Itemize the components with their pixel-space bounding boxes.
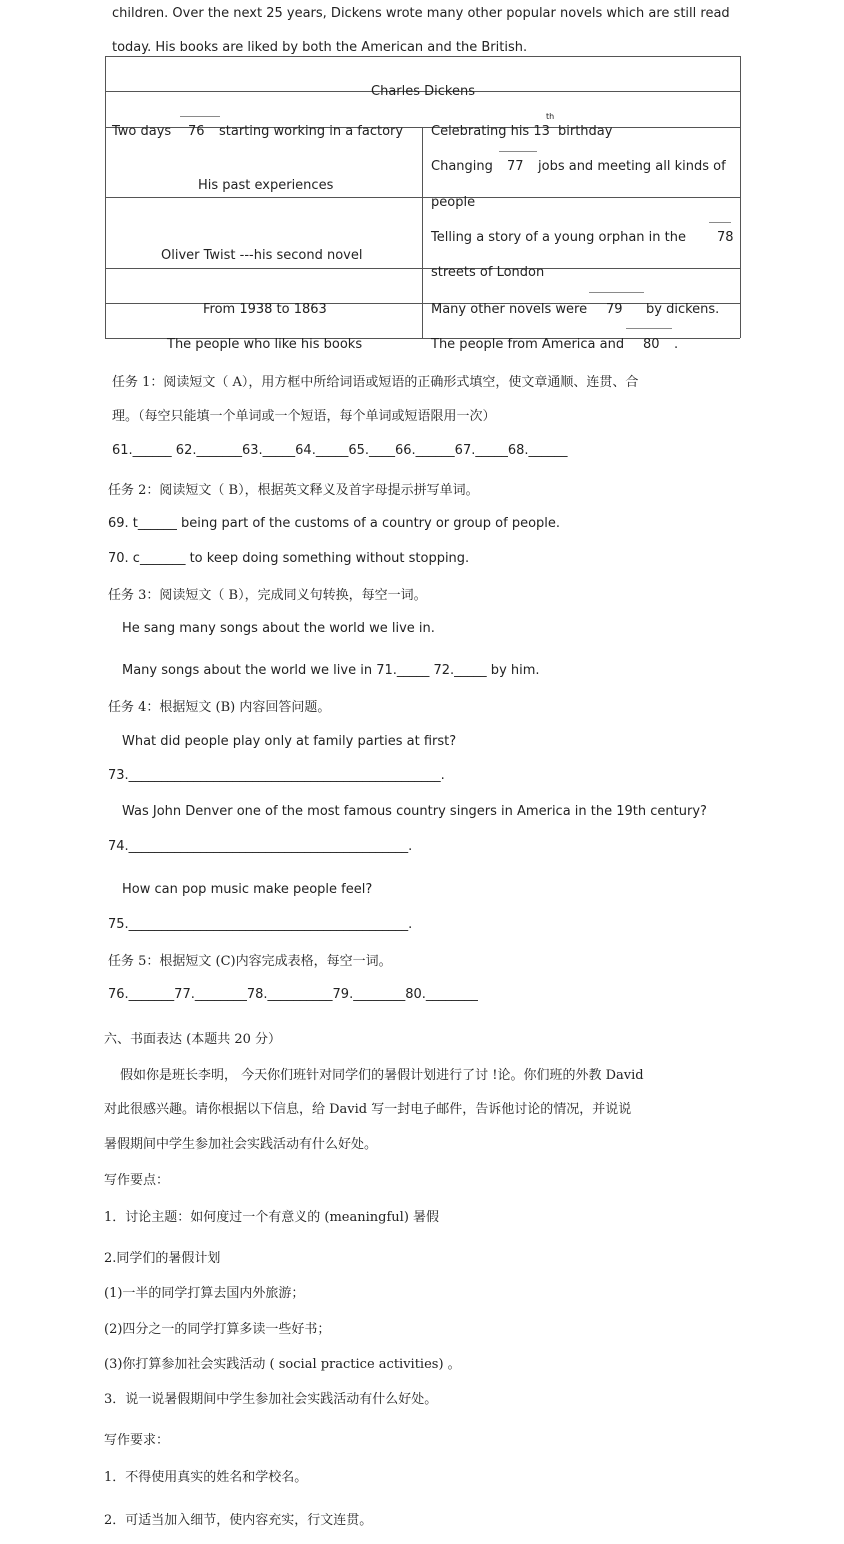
row1-right-a: Celebrating his 13 <box>431 124 550 139</box>
row5-left: The people who like his books <box>167 337 363 352</box>
task4-answer-73: 73.________________________________________________. <box>108 768 445 783</box>
task1-line-2: 理。（每空只能填一个单词或一个短语，每个单词或短语限用一次） <box>112 409 496 424</box>
intro-line-1: children. Over the next 25 years, Dickens wrote many other popular novels which are still read <box>112 6 730 21</box>
row3-right-b: streets of London <box>431 265 545 280</box>
table-title: Charles Dickens <box>371 84 475 99</box>
row1-right-sup: th <box>546 112 555 121</box>
row5-right-b: . <box>674 337 679 352</box>
task2-heading: 任务 2：阅读短文（ B），根据英文释义及首字母提示拼写单词。 <box>108 483 479 498</box>
task5-blanks: 76._______77.________78.__________79.________80.________ <box>108 987 478 1002</box>
writing-requirement-2: 2．可适当加入细节，使内容充实，行文连贯。 <box>104 1513 373 1528</box>
task3-heading: 任务 3：阅读短文（ B），完成同义句转换，每空一词。 <box>108 588 427 603</box>
writing-point-1: 1．讨论主题：如何度过一个有意义的 (meaningful) 暑假 <box>104 1210 440 1225</box>
task3-sentence-1: He sang many songs about the world we live in. <box>122 621 435 636</box>
task3-sentence-2: Many songs about the world we live in 71._____ 72._____ by him. <box>122 663 540 678</box>
writing-point-2a: (1)一半的同学打算去国内外旅游； <box>104 1286 305 1301</box>
blank-78: 78 <box>717 230 734 245</box>
task4-answer-74: 74.___________________________________________. <box>108 839 413 854</box>
row4-right-a: Many other novels were <box>431 302 588 317</box>
section6-paragraph-2: 对此很感兴趣。请你根据以下信息，给 David 写一封电子邮件，告诉他讨论的情况，并说说 <box>104 1102 632 1117</box>
section6-heading: 六、书面表达 (本题共 20 分） <box>104 1032 282 1047</box>
task4-question-1: What did people play only at family parties at first? <box>122 734 457 749</box>
row3-left: Oliver Twist ---his second novel <box>161 248 363 263</box>
section6-paragraph-1: 假如你是班长李明， 今天你们班针对同学们的暑假计划进行了讨 !论。你们班的外教 David <box>120 1068 644 1083</box>
task4-heading: 任务 4：根据短文 (B) 内容回答问题。 <box>108 700 331 715</box>
row2-right-a: Changing <box>431 159 493 174</box>
row1-right-b: birthday <box>558 124 613 139</box>
blank-79: 79 <box>606 302 623 317</box>
task5-heading: 任务 5：根据短文 (C)内容完成表格，每空一词。 <box>108 954 392 969</box>
row4-right-b: by dickens. <box>646 302 720 317</box>
writing-point-3: 3．说一说暑假期间中学生参加社会实践活动有什么好处。 <box>104 1392 438 1407</box>
row5-right-a: The people from America and <box>431 337 625 352</box>
row4-left: From 1938 to 1863 <box>203 302 327 317</box>
row2-right-c: people <box>431 195 476 210</box>
blank-76: 76 <box>188 124 205 139</box>
row1-left-b: starting working in a factory <box>219 124 404 139</box>
row2-left: His past experiences <box>198 178 334 193</box>
task2-q69: 69. t______ being part of the customs of a country or group of people. <box>108 516 561 531</box>
writing-requirement-1: 1．不得使用真实的姓名和学校名。 <box>104 1470 308 1485</box>
section6-paragraph-3: 暑假期间中学生参加社会实践活动有什么好处。 <box>104 1137 378 1152</box>
task1-line-1: 任务 1：阅读短文（ A），用方框中所给词语或短语的正确形式填空，使文章通顺、连贯、合 <box>112 375 639 390</box>
task4-question-2: Was John Denver one of the most famous country singers in America in the 19th century? <box>122 804 707 819</box>
row1-left-a: Two days <box>112 124 172 139</box>
task1-blanks: 61.______ 62._______63._____64._____65.____66.______67._____68.______ <box>112 443 568 458</box>
intro-line-2: today. His books are liked by both the American and the British. <box>112 40 528 55</box>
task4-answer-75: 75.___________________________________________. <box>108 917 413 932</box>
row3-right-a: Telling a story of a young orphan in the <box>431 230 686 245</box>
row2-right-b: jobs and meeting all kinds of <box>538 159 726 174</box>
task4-question-3: How can pop music make people feel? <box>122 882 373 897</box>
writing-point-2b: (2)四分之一的同学打算多读一些好书； <box>104 1322 331 1337</box>
writing-point-2: 2.同学们的暑假计划 <box>104 1251 221 1266</box>
writing-requirements-heading: 写作要求： <box>104 1433 170 1448</box>
task2-q70: 70. c_______ to keep doing something without stopping. <box>108 551 470 566</box>
blank-80: 80 <box>643 337 660 352</box>
writing-points-heading: 写作要点： <box>104 1173 170 1188</box>
writing-point-2c: (3)你打算参加社会实践活动 ( social practice activities) 。 <box>104 1357 461 1372</box>
blank-77: 77 <box>507 159 524 174</box>
